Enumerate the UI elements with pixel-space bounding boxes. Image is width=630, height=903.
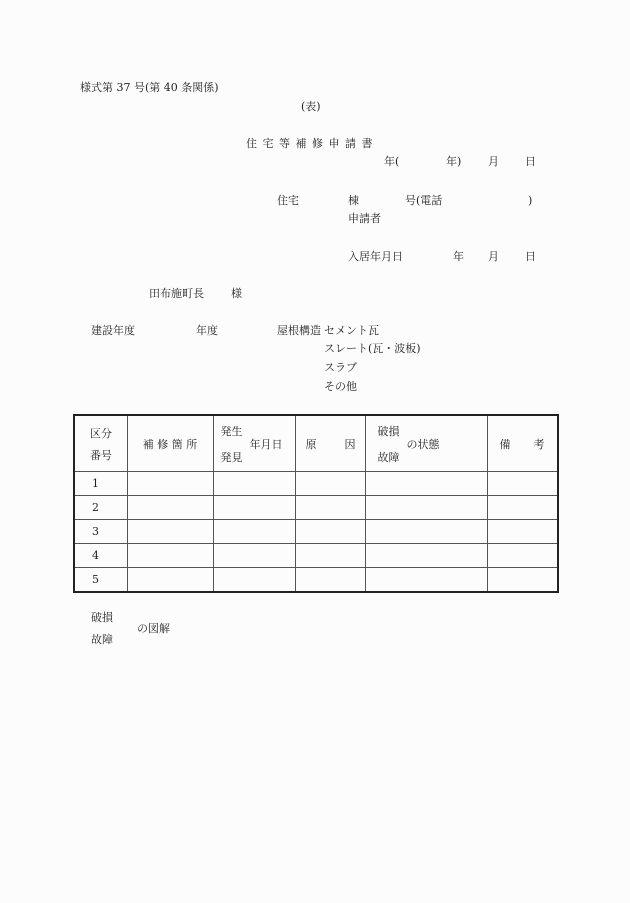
date-day: 日 (525, 155, 536, 168)
table-row (74, 472, 558, 496)
row-number: 1 (74, 472, 127, 496)
table-row (74, 544, 558, 568)
phone-close: ) (528, 194, 533, 207)
table-row (74, 496, 558, 520)
form-number: 様式第 37 号(第 40 条関係) (80, 81, 219, 94)
addressee-name: 田布施町長 (149, 287, 204, 300)
side-label: (表) (301, 100, 321, 113)
damage-state-cell[interactable] (365, 496, 487, 520)
move-in-year: 年 (453, 250, 464, 263)
table-row (74, 568, 558, 593)
roof-option: その他 (324, 380, 357, 393)
occurrence-date-cell[interactable] (213, 544, 295, 568)
header-occurrence-date: 発生 発見 年月日 (213, 415, 295, 472)
date-month: 月 (488, 155, 499, 168)
remarks-cell[interactable] (487, 568, 558, 593)
occurrence-date-cell[interactable] (213, 568, 295, 593)
cause-cell[interactable] (295, 544, 365, 568)
roof-structure-label: 屋根構造 (277, 324, 321, 337)
occurrence-date-cell[interactable] (213, 496, 295, 520)
damage-state-cell[interactable] (365, 520, 487, 544)
roof-option: スレート(瓦・波板) (324, 342, 421, 355)
remarks-cell[interactable] (487, 544, 558, 568)
roof-option: セメント瓦 (324, 324, 379, 337)
addressee-honorific: 様 (231, 287, 242, 300)
page-title: 住 宅 等 補 修 申 請 書 (246, 137, 374, 150)
occurrence-date-cell[interactable] (213, 520, 295, 544)
applicant-label: 申請者 (348, 212, 381, 225)
header-cause: 原 因 (295, 415, 365, 472)
repair-location-cell[interactable] (127, 568, 213, 593)
row-number: 3 (74, 520, 127, 544)
header-repair-location: 補 修 箇 所 (127, 415, 213, 472)
row-number: 2 (74, 496, 127, 520)
repair-location-cell[interactable] (127, 520, 213, 544)
cause-cell[interactable] (295, 568, 365, 593)
construction-year-label: 建設年度 (91, 324, 135, 337)
remarks-cell[interactable] (487, 472, 558, 496)
header-category: 区分 番号 (74, 415, 127, 472)
repair-location-cell[interactable] (127, 544, 213, 568)
table-header-row (74, 415, 558, 472)
cause-cell[interactable] (295, 472, 365, 496)
roof-option: スラブ (324, 361, 357, 374)
remarks-cell[interactable] (487, 496, 558, 520)
diagram-title: の図解 (137, 622, 170, 635)
number-phone-label: 号(電話 (405, 194, 443, 207)
remarks-cell[interactable] (487, 520, 558, 544)
cause-cell[interactable] (295, 520, 365, 544)
header-damage-state: 破損 故障 の状態 (365, 415, 487, 472)
date-year-suffix: 年) (446, 155, 462, 168)
move-in-month: 月 (488, 250, 499, 263)
move-in-label: 入居年月日 (348, 250, 403, 263)
fiscal-year-label: 年度 (196, 324, 218, 337)
date-year-prefix: 年( (384, 155, 400, 168)
table-row (74, 520, 558, 544)
repair-table (73, 414, 559, 593)
occurrence-date-cell[interactable] (213, 472, 295, 496)
damage-state-cell[interactable] (365, 472, 487, 496)
damage-state-cell[interactable] (365, 568, 487, 593)
damage-state-cell[interactable] (365, 544, 487, 568)
building-label: 棟 (348, 194, 359, 207)
cause-cell[interactable] (295, 496, 365, 520)
row-number: 5 (74, 568, 127, 593)
header-remarks: 備 考 (487, 415, 558, 472)
row-number: 4 (74, 544, 127, 568)
housing-label: 住宅 (277, 194, 299, 207)
move-in-day: 日 (525, 250, 536, 263)
diagram-failure-label: 故障 (91, 633, 113, 646)
diagram-damage-label: 破損 (91, 611, 113, 624)
repair-location-cell[interactable] (127, 496, 213, 520)
repair-location-cell[interactable] (127, 472, 213, 496)
